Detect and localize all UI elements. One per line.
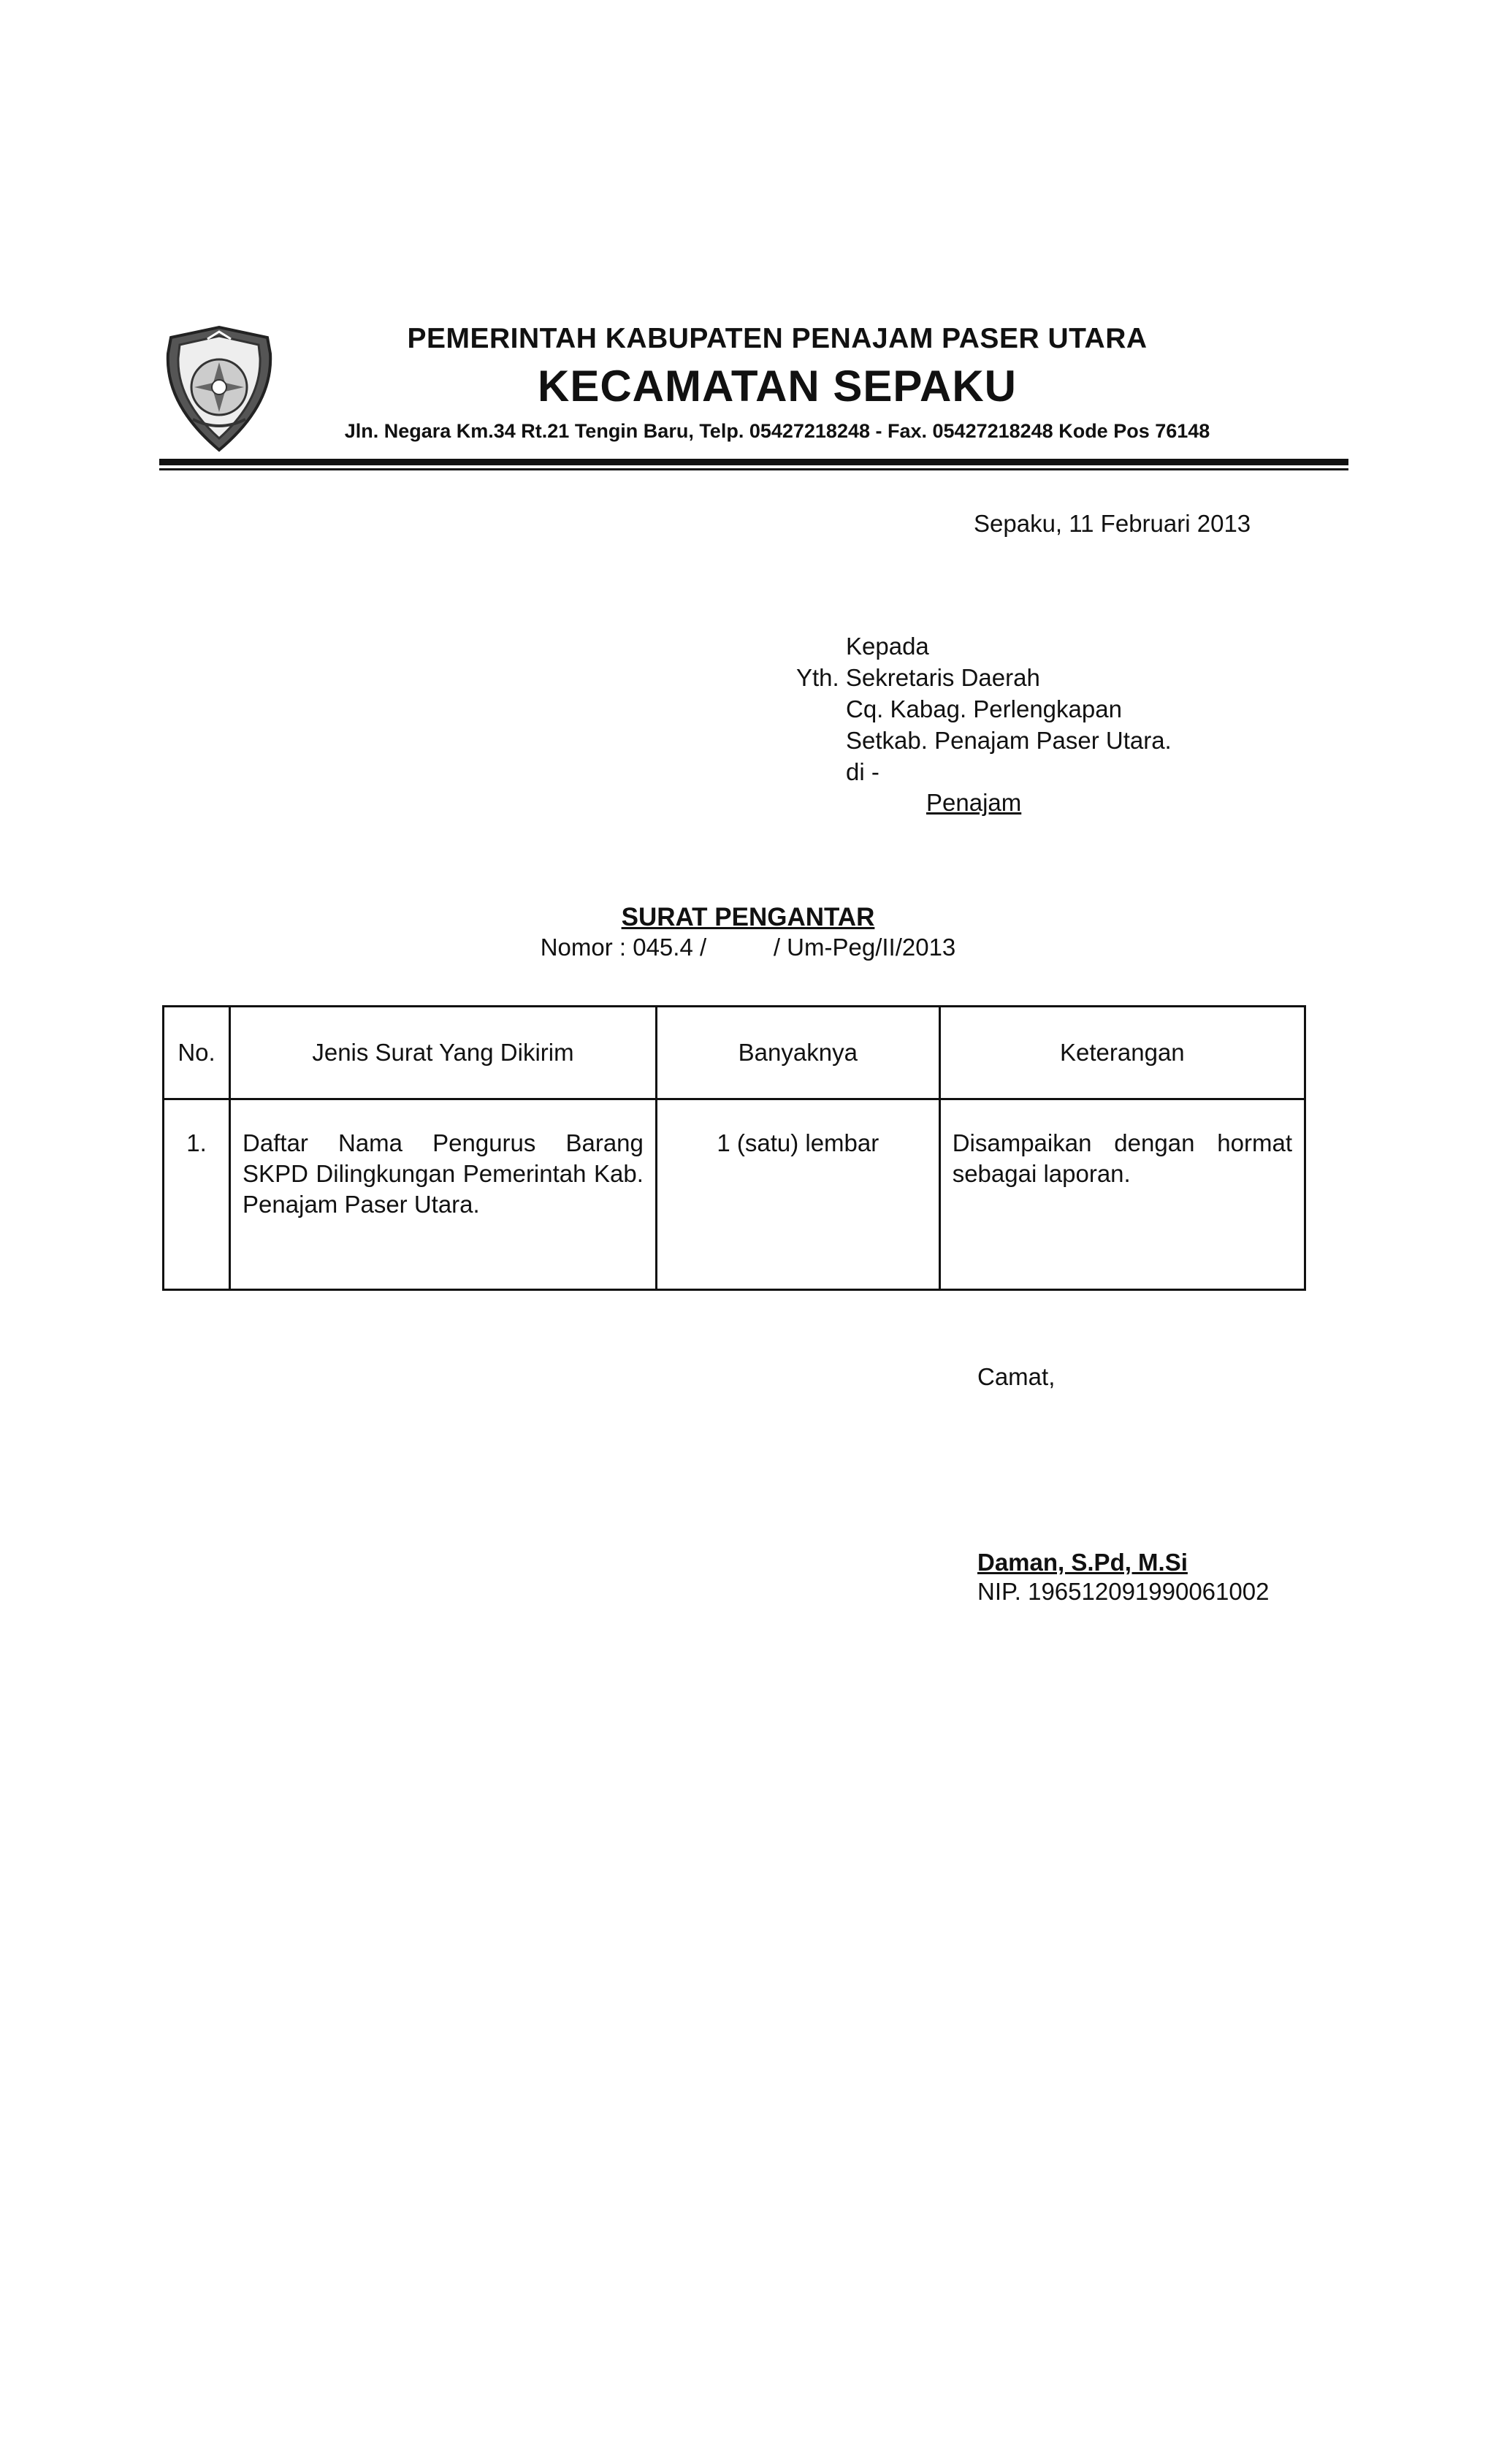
cell-banyak: 1 (satu) lembar xyxy=(656,1099,939,1290)
header-jenis: Jenis Surat Yang Dikirim xyxy=(230,1007,657,1099)
header-no: No. xyxy=(164,1007,230,1099)
signatory-name: Daman, S.Pd, M.Si xyxy=(977,1549,1188,1576)
recipient-setkab: Setkab. Penajam Paser Utara. xyxy=(846,727,1172,754)
letter-date: Sepaku, 11 Februari 2013 xyxy=(974,510,1251,537)
header-banyak: Banyaknya xyxy=(656,1007,939,1099)
office-address: Jln. Negara Km.34 Rt.21 Tengin Baru, Telp. 05427218248 - Fax. 05427218248 Kode Pos 76148 xyxy=(344,420,1210,442)
recipient-name: Yth. Sekretaris Daerah xyxy=(796,664,1040,691)
table-row xyxy=(164,1099,1305,1290)
letter-number: Nomor : 045.4 / / Um-Peg/II/2013 xyxy=(540,934,956,961)
recipient-cq: Cq. Kabag. Perlengkapan xyxy=(846,695,1122,722)
recipient-kepada: Kepada xyxy=(846,633,929,660)
letterhead-rule-thin xyxy=(159,468,1348,470)
recipient-place: Penajam xyxy=(926,789,1022,816)
cell-no: 1. xyxy=(164,1099,230,1290)
cell-jenis: Daftar Nama Pengurus Barang SKPD Dilingkungan Pemerintah Kab. Penajam Paser Utara. xyxy=(230,1099,657,1290)
documents-table xyxy=(162,1005,1306,1291)
recipient-di: di - xyxy=(846,758,879,785)
table-header-row xyxy=(164,1007,1305,1099)
header-keterangan: Keterangan xyxy=(939,1007,1305,1099)
letterhead-rule-thick xyxy=(159,459,1348,465)
cell-keterangan: Disampaikan dengan hormat sebagai laporan. xyxy=(939,1099,1305,1290)
signatory-nip: NIP. 196512091990061002 xyxy=(977,1578,1270,1605)
district-title: KECAMATAN SEPAKU xyxy=(538,362,1017,411)
signatory-role: Camat, xyxy=(977,1363,1056,1390)
letter-title: SURAT PENGANTAR xyxy=(621,903,875,931)
government-title: PEMERINTAH KABUPATEN PENAJAM PASER UTARA xyxy=(407,323,1148,354)
